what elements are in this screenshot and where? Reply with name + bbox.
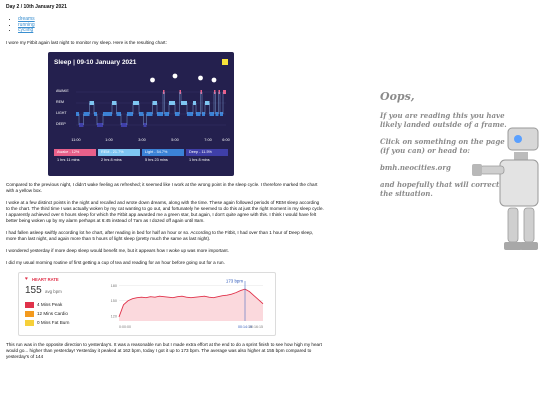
sleep-segment	[76, 112, 79, 116]
dream-marker-icon	[150, 77, 155, 82]
intro-paragraph: I wore my Fitbit again last night to monitor my sleep. Here is the resulting chart:	[6, 39, 167, 45]
nav-item	[18, 28, 324, 34]
sleep-stage-label: DEEP	[56, 121, 66, 126]
paragraph-2: I woke at a few distinct points in the night and recalled and wrote down dreams, along with the time. These again followed periods of REM sleep according to the chart. The third time I was actually woken by my cat wanting to go out, and fortunately he seemed to do this at just the right moment in my sleep cycle. I apparently achieved over 6 hours sleep for which the Fitbit app awarded me a green star, but again, I don't quite agree with this. I think I would have felt better being woken up by my alarm perhaps at 6:45 instead of 7am as I dozed off again until 8am.	[6, 199, 324, 223]
notice-text-1: If you are reading this you have likely landed outside of a frame.	[380, 111, 507, 129]
sleep-chart-title: Sleep | 09-10 January 2021	[54, 58, 137, 66]
sleep-time-tick: 5:00	[171, 137, 179, 142]
robot-illustration	[470, 120, 540, 270]
sleep-segment	[165, 112, 170, 116]
sleep-segment	[144, 123, 147, 127]
sleep-time-tick: 3:00	[138, 137, 146, 142]
sleep-segment	[196, 112, 201, 116]
heart-rate-chart	[18, 272, 276, 336]
heart-rate-average-unit: avg bpm	[45, 288, 62, 294]
sleep-legend-item: REM - 21.7%	[98, 149, 140, 156]
sleep-segment	[202, 112, 205, 116]
heart-rate-plot	[103, 277, 271, 331]
sleep-segment	[117, 112, 122, 116]
paragraph-1: Compared to the previous night, I didn't wake feeling as refreshed; it seemed like I work at the wrong point in the sleep cycle. I therefore marked the chart with a yellow box.	[6, 181, 318, 193]
sleep-legend-duration: 5 hrs 23 mins	[145, 157, 168, 162]
sleep-segment	[169, 101, 175, 105]
heart-icon: ♥	[25, 275, 28, 282]
notice-link[interactable]: bmh.neocities.org	[380, 163, 451, 172]
sleep-legend-item: Light - 54.7%	[142, 149, 184, 156]
sleep-stage-label: LIGHT	[56, 110, 67, 115]
sleep-segment	[127, 112, 133, 116]
sleep-segment	[84, 112, 90, 116]
sleep-time-tick: 11:00	[71, 137, 81, 142]
sleep-segment	[97, 123, 103, 127]
sleep-segment	[181, 101, 187, 105]
hr-x-tick: 0:00:00	[119, 324, 131, 329]
hr-x-tick: 00:14:19	[238, 324, 252, 329]
dream-marker-icon	[212, 77, 217, 82]
sleep-stage-label: AWAKE	[56, 88, 69, 93]
paragraph-4: I wondered yesterday if more deep sleep would benefit me, but it appears how I woke up was more important.	[6, 247, 229, 253]
sleep-segment	[103, 112, 112, 116]
sleep-legend-duration: 2 hrs 8 mins	[101, 157, 122, 162]
sleep-segment	[157, 112, 163, 116]
sleep-legend-item: Awake - 12%	[54, 149, 96, 156]
heart-rate-title: HEART RATE	[32, 276, 59, 282]
sleep-segment	[163, 90, 165, 94]
sleep-segment	[94, 112, 97, 116]
sleep-legend-duration: 1 hrs 8 mins	[189, 157, 210, 162]
sleep-segment	[219, 90, 221, 94]
sleep-time-tick: 7:00	[204, 137, 212, 142]
sleep-segment	[90, 101, 95, 105]
sleep-segment	[216, 112, 219, 116]
sleep-stage-label: REM	[56, 99, 64, 104]
nav-link-dreams[interactable]: dreams	[18, 16, 35, 22]
nav-link-running[interactable]: running	[18, 21, 35, 28]
sleep-legend-duration: 1 hrs 11 mins	[57, 157, 80, 162]
hr-zone-swatch	[25, 311, 34, 317]
paragraph-6: This run was in the opposite direction to yesterday's. It was a reasonable run but I made extra effort at the end to do a sprint finish to see how high my heart would go... higher than yesterday! Yesterday it peaked at 162 bpm, today I got it up to 173 bpm. The average was also higher at 155 bpm compared to yesterday's of 144	[6, 341, 322, 359]
sleep-segment	[139, 112, 144, 116]
dream-marker-icon	[198, 75, 203, 80]
notice-text-2: Click on something on the page (if you can) or head to:	[380, 137, 505, 155]
sleep-segment	[223, 90, 226, 94]
hr-area	[119, 289, 263, 321]
hr-zone-label: 0 Mins Fat Burn	[37, 320, 70, 325]
hr-y-tick: 180	[110, 283, 117, 288]
hr-zone-row	[25, 302, 62, 308]
nav-list	[6, 17, 324, 34]
sleep-legend-item: Deep - 11.5%	[186, 149, 228, 156]
paragraph-5: I did my usual morning routine of first getting a cup of tea and reading for an hour before going out for a run.	[6, 259, 225, 265]
hr-zone-row	[25, 311, 68, 317]
hr-y-tick: 120	[110, 314, 117, 319]
hr-y-tick: 150	[110, 299, 117, 304]
sleep-segment	[201, 90, 203, 94]
nav-link-cycling[interactable]: cycling	[18, 27, 34, 34]
hr-zone-label: 12 Mins Cardio	[37, 311, 68, 316]
sleep-segment	[193, 101, 196, 105]
sleep-segment	[220, 112, 223, 116]
paragraph-3: I had fallen asleep swiftly according lot he chart, after reading in bed for half an hour or so. According to the Fitbit, I had over than 1 hour of Deep sleep, more than last night, and again more than 5 hours of light sleep (pretty much the same as last night).	[6, 229, 314, 241]
notice-heading: Oops,	[380, 90, 415, 103]
sleep-segment	[112, 101, 117, 105]
heart-rate-average: 155	[25, 284, 42, 296]
page-title: Day 2 / 10th January 2021	[6, 4, 67, 10]
sleep-segment	[147, 112, 153, 116]
sleep-segment	[205, 101, 210, 105]
sleep-segment	[79, 123, 84, 127]
sleep-segment	[153, 101, 158, 105]
sleep-chart	[48, 52, 234, 176]
hr-zone-label: 4 Mins Peak	[37, 302, 63, 307]
dream-marker-icon	[173, 73, 178, 78]
sleep-segment	[133, 101, 139, 105]
sleep-segment	[180, 90, 182, 94]
sleep-segment	[121, 123, 127, 127]
sleep-segment	[214, 90, 216, 94]
sleep-time-tick: 1:00	[105, 137, 113, 142]
sleep-segment	[187, 112, 193, 116]
hr-zone-swatch	[25, 302, 34, 308]
hr-zone-swatch	[25, 320, 34, 326]
hr-zone-row	[25, 320, 69, 326]
hr-peak-label: 173 bpm	[225, 278, 243, 284]
hr-x-tick: 00:16:15	[249, 324, 263, 329]
sleep-time-tick: 6:00	[222, 137, 230, 142]
sleep-segment	[175, 112, 180, 116]
sleep-segment	[210, 112, 215, 116]
notice-text-3: and hopefully that will correct the situation.	[380, 180, 500, 198]
